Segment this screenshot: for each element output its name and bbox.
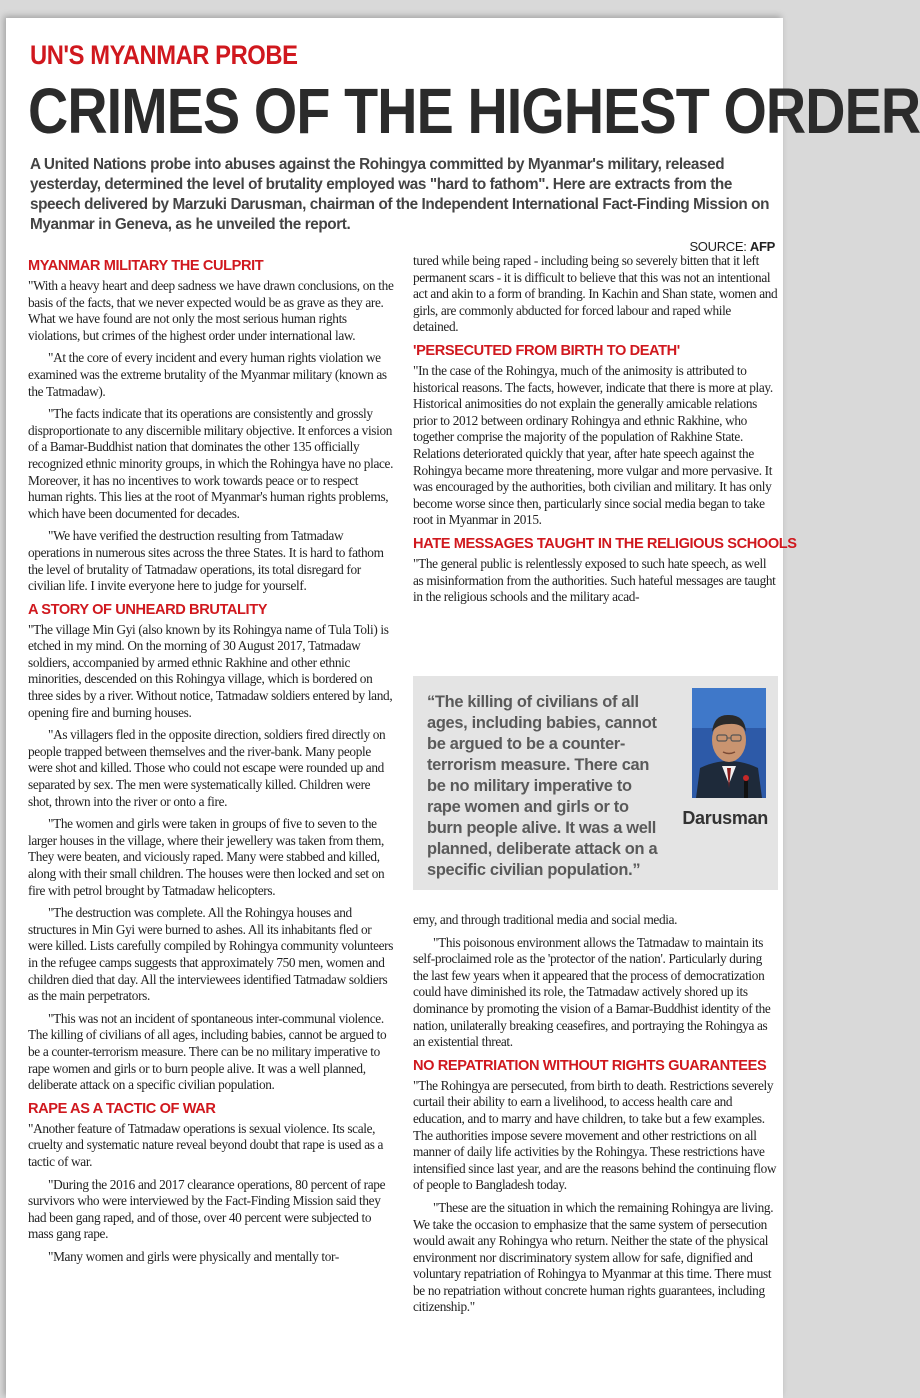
source-label: SOURCE:	[689, 239, 747, 254]
pull-quote	[427, 692, 767, 881]
paragraph: "The village Min Gyi (also known by its Rohingya name of Tula Toli) is etched in my mind. On the morning of 30 August 2017, Tatmadaw soldiers, accompanied by armed ethnic Rakhine and other ethnic minorities, descended on this Rohingya village, which is bordered on three sides by a river. Without notice, Tatmadaw soldiers entered by land, opening fire and burning houses.	[28, 621, 393, 720]
paragraph: "The general public is relentlessly exposed to such hate speech, as well as misinformation from the authorities. Such hateful messages are taught in the religious schools and the military acad-	[413, 555, 776, 605]
pull-quote-text: “The killing of civilians of all ages, including babies, cannot be argued to be a counter-terrorism measure. There can be no military imperative to rape women and girls or to burn people alive. It was a well planned, deliberate attack on a specific civilian population.”	[427, 693, 658, 879]
section-heading: MYANMAR MILITARY THE CULPRIT	[28, 258, 264, 274]
paragraph: "During the 2016 and 2017 clearance operations, 80 percent of rape survivors who were interviewed by the Fact-Finding Mission said they had been gang raped, and of those, over 40 percent were subjected to mass gang rape.	[28, 1176, 386, 1242]
intro-paragraph: A United Nations probe into abuses against the Rohingya committed by Myanmar's military, released yesterday, determined the level of brutality employed was "hard to fathom". Here are extracts from the speech delivered by Marzuki Darusman, chairman of the Independent International Fact-Finding Mission on Myanmar in Geneva, as he unveiled the report.	[30, 156, 770, 233]
section-heading: NO REPATRIATION WITHOUT RIGHTS GUARANTEES	[413, 1057, 767, 1074]
paragraph: "These are the situation in which the remaining Rohingya are living. We take the occasion to emphasize that the same system of persecution would await any Rohingya who return. Neither the state of the physical environment nor discriminatory system allow for safe, dignified and voluntary repatriation of Rohingya to Myanmar at this time. There must be no repatriation without concrete human rights guarantees, including citizenship."	[413, 1199, 774, 1315]
left-column	[28, 253, 394, 1271]
kicker: UN'S MYANMAR PROBE	[30, 40, 298, 70]
right-column-bottom	[413, 912, 779, 1322]
source-name: AFP	[749, 239, 775, 254]
page-title: CRIMES OF THE HIGHEST ORDER	[28, 75, 920, 147]
paragraph: "The Rohingya are persecuted, from birth to death. Restrictions severely curtail their ability to earn a livelihood, to access health care and education, and to marry and have children, to take but a few examples. The authorities impose severe movement and other restrictions on all manner of daily life activities by the Rohingya. These restrictions have intensified since last year, and are the reasons behind the continuing flow of people to Bangladesh today.	[413, 1077, 777, 1193]
paragraph: "At the core of every incident and every human rights violation we examined was the extreme brutality of the Myanmar military (known as the Tatmadaw).	[28, 350, 387, 399]
pull-quote-box	[413, 676, 778, 890]
paragraph: "With a heavy heart and deep sadness we have drawn conclusions, on the basis of the facts, that we never expected would be as grave as they are. What we have found are not only the most serious human rights violations, but crimes of the highest order under international law.	[28, 278, 394, 343]
section-heading: RAPE AS A TACTIC OF WAR	[28, 1100, 216, 1117]
paragraph: "The women and girls were taken in groups of five to seven to the larger houses in the village, where their jewellery was taken from them, They were beaten, and viciously raped. Many were stabbed and killed, along with their small children. The houses were then locked and set on fire with petrol brought by Tatmadaw helicopters.	[28, 816, 385, 898]
paragraph: emy, and through traditional media and social media.	[413, 912, 678, 927]
paragraph: "We have verified the destruction resulting from Tatmadaw operations in numerous sites across the three States. It is hard to fathom the level of brutality of Tatmadaw operations, its total disregard for civilian life. I invite everyone here to judge for yourself.	[28, 528, 384, 594]
paragraph: tured while being raped - including being so severely bitten that it left permanent scars - it is difficult to believe that this was not an intentional act and akin to a form of branding. In Kachin and Shan state, women and girls, are commonly abducted for forced labour and raped while detained.	[413, 253, 778, 335]
paragraph: "The destruction was complete. All the Rohingya houses and structures in Min Gyi were burned to ashes. All its inhabitants fled or were killed. Lists carefully compiled by Rohingya community volunteers in the refugee camps suggests that approximately 750 men, women and children died that day. All the interviewees identified Tatmadaw soldiers as the main perpetrators.	[28, 905, 394, 1004]
paragraph: "Many women and girls were physically and mentally tor-	[48, 1248, 339, 1264]
section-heading: 'PERSECUTED FROM BIRTH TO DEATH'	[413, 342, 680, 359]
paragraph: "In the case of the Rohingya, much of the animosity is attributed to historical reasons. The facts, however, indicate that there is more at play. Historical animosities do not explain the generally amicable relations prior to 2012 between ordinary Rohingya and ethnic Rakhine, who together comprise the majority of the population of Rakhine State. Relations deteriorated quickly that year, after hate speech against the Rohingya became more threatening, more vulgar and more pervasive. It was encouraged by the authorities, both civilian and military. It has only become worse since then, particularly since social media began to take root in Myanmar in 2015.	[413, 362, 773, 528]
section-heading: HATE MESSAGES TAUGHT IN THE RELIGIOUS SCHOOLS	[413, 535, 797, 552]
section-heading: A STORY OF UNHEARD BRUTALITY	[28, 601, 268, 618]
paragraph: "This was not an incident of spontaneous inter-communal violence. The killing of civilians of all ages, including babies, cannot be argued to be a counter-terrorism measure. There can be no military imperative to rape women and girls or to burn people alive. It was a well planned, deliberate attack on a specific civilian population.	[28, 1010, 387, 1093]
paragraph: "Another feature of Tatmadaw operations is sexual violence. Its scale, cruelty and systematic nature reveal beyond doubt that rape is used as a tactic of war.	[28, 1120, 384, 1169]
photo-caption: Darusman	[682, 808, 768, 828]
paragraph: "The facts indicate that its operations are consistently and grossly disproportionate to any discernible military objective. It enforces a vision of a Bamar-Buddhist nation that dominates the other 135 officially recognized ethnic minority groups, in which the Rohingya have no place. Moreover, it has no incentives to work towards peace or to respect human rights. This lies at the root of Myanmar's human rights problems, which have been documented for decades.	[28, 406, 394, 521]
right-column-top	[413, 253, 797, 612]
paragraph: "As villagers fled in the opposite direction, soldiers fired directly on people trapped between themselves and the river-bank. Many people were shot and killed. Those who could not escape were rounded up and separated by sex. The men were systematically killed. Children were shot, thrown into the river or onto a fire.	[28, 727, 386, 809]
paragraph: "This poisonous environment allows the Tatmadaw to maintain its self-proclaimed role as the 'protector of the nation'. Particularly during the last few years when it appeared that the process of democratization could have diminished its role, the Tatmadaw actively shored up its dominance by promoting the vision of a Bamar-Buddhist identity of the nation, unilaterally breaking ceasefires, and portraying the Rohingya as an existential threat.	[413, 934, 771, 1050]
newspaper-page	[6, 18, 920, 1398]
source-credit	[689, 239, 775, 254]
